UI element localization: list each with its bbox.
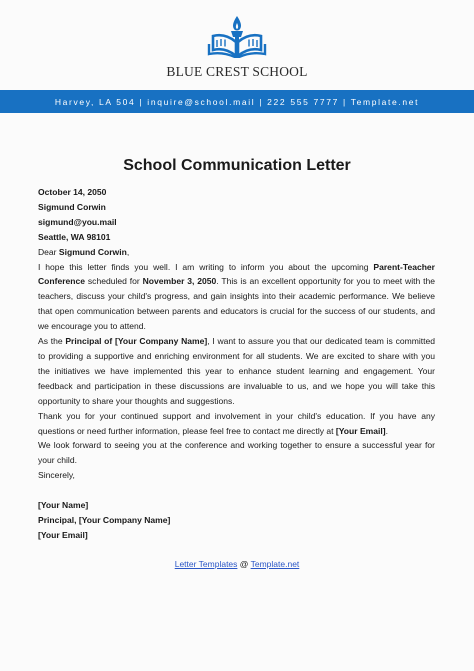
salutation-suffix: , xyxy=(126,246,130,257)
paragraph-conference xyxy=(38,260,435,335)
recipient-city: Seattle, WA 98101 xyxy=(38,231,111,242)
paragraph-closing: We look forward to seeing you at the conference and working together to ensure a successful year for your child. xyxy=(38,440,435,466)
contact-line: Harvey, LA 504 | inquire@school.mail | 222 555 7777 | Template.net xyxy=(54,96,420,107)
p1-event-date: November 3, 2050 xyxy=(142,276,217,287)
signature-title: Principal, [Your Company Name] xyxy=(38,515,171,526)
footer-separator: @ xyxy=(237,559,251,569)
letter-title: School Communication Letter xyxy=(123,157,351,174)
closing-word: Sincerely, xyxy=(38,470,75,481)
salutation-prefix: Dear xyxy=(38,246,59,257)
paragraph-thanks xyxy=(38,409,435,439)
p1-text-3: . This is an excellent opportunity for you to meet with the teachers, discuss your child's progress, and gain insights into their academic performance. We believe that open communication between parents and educators is crucial for the success of our students, and we encourage you to attend. xyxy=(38,276,435,332)
p2-text-1: As the xyxy=(38,336,66,347)
book-torch-logo-icon xyxy=(207,14,267,58)
signature-name: [Your Name] xyxy=(38,500,89,511)
p3-text-2: . xyxy=(385,425,388,436)
template-net-link[interactable]: Template.net xyxy=(250,559,300,569)
signature-email: [Your Email] xyxy=(38,529,88,540)
p3-text-1: Thank you for your continued support and involvement in your child's education. If you have any questions or need further information, please feel free to contact me directly at xyxy=(38,410,435,436)
p3-email: [Your Email] xyxy=(335,425,386,436)
p2-text-2: , I want to assure you that our dedicated team is committed to providing a supportive and enriching environment for all students. We are excited to share with you the initiatives we have implemented this year to enhance student learning and engagement. Your feedback and participation in these discussions are invaluable to us, and we hope you will take this opportunity to share your thoughts and suggestions. xyxy=(38,336,435,406)
school-logo xyxy=(0,14,474,80)
school-name: BLUE CREST SCHOOL xyxy=(166,64,308,79)
footer-links xyxy=(0,559,474,569)
letter-date: October 14, 2050 xyxy=(38,187,107,197)
letter-templates-link[interactable]: Letter Templates xyxy=(174,559,238,569)
signature-space xyxy=(38,483,435,498)
p1-text-1: I hope this letter finds you well. I am writing to inform you about the upcoming xyxy=(38,261,374,272)
p2-principal-title: Principal of [Your Company Name] xyxy=(65,336,208,347)
salutation-name: Sigmund Corwin xyxy=(58,246,127,257)
salutation xyxy=(38,245,435,260)
paragraph-principal xyxy=(38,334,435,409)
letter-body xyxy=(38,185,435,543)
p1-event-name: Parent-Teacher Conference xyxy=(38,261,435,287)
contact-band xyxy=(0,90,474,113)
recipient-name: Sigmund Corwin xyxy=(38,201,106,212)
recipient-email: sigmund@you.mail xyxy=(38,216,117,227)
p1-text-2: scheduled for xyxy=(85,276,143,287)
